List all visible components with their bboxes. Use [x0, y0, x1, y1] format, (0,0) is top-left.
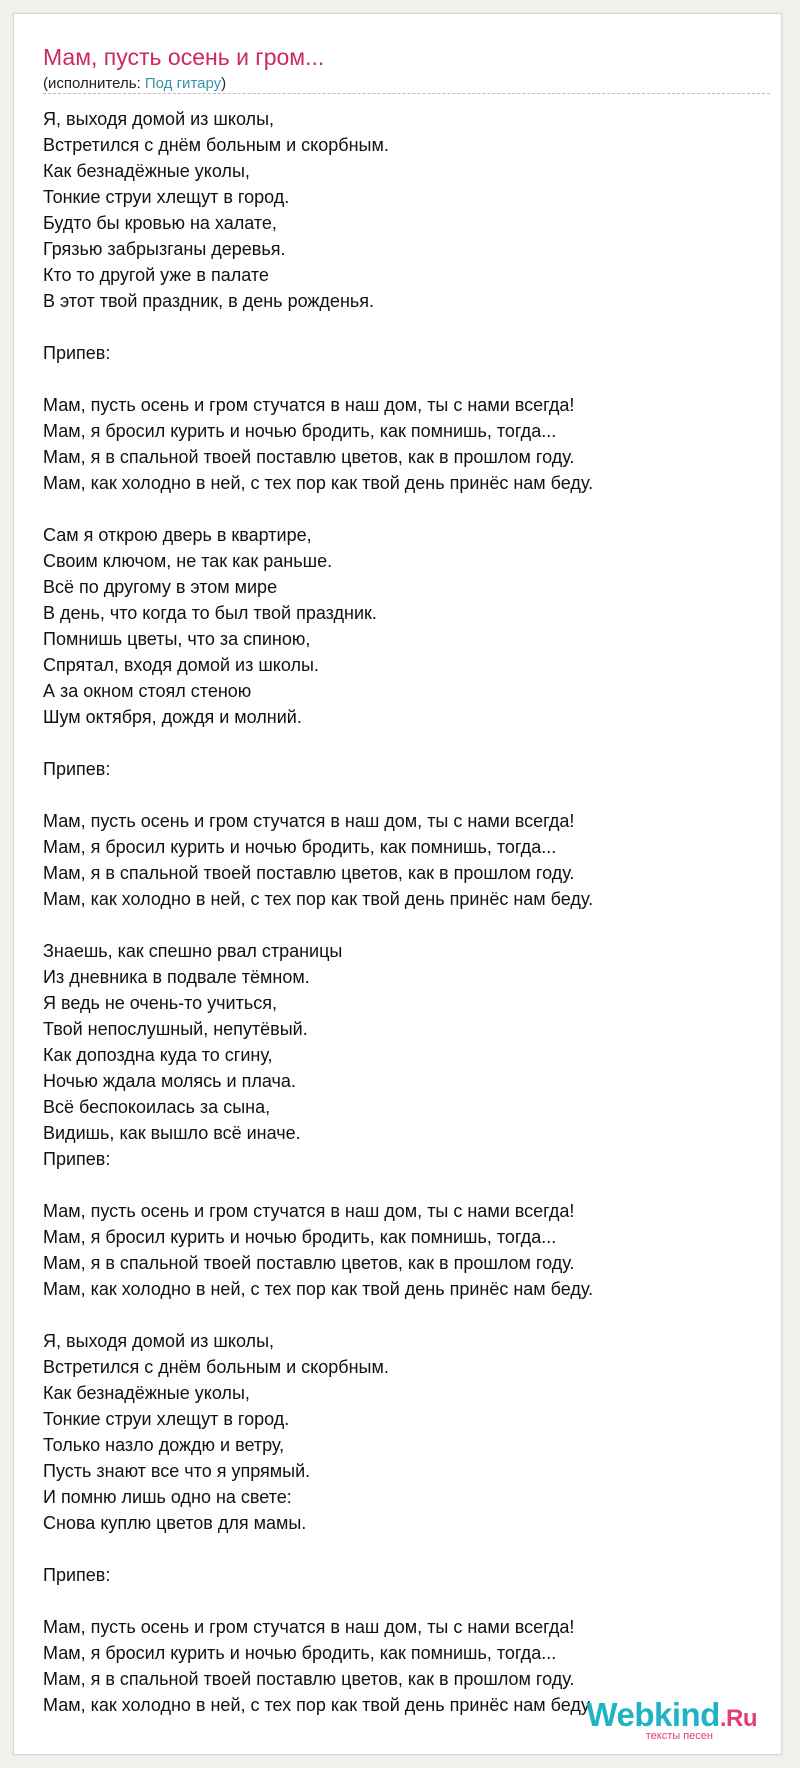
- lyrics-line: Я, выходя домой из школы,: [43, 109, 275, 129]
- lyrics-line: Как безнадёжные уколы,: [43, 161, 250, 181]
- lyrics-line: Пусть знают все что я упрямый.: [43, 1461, 311, 1481]
- lyrics-line: Спрятал, входя домой из школы.: [43, 655, 319, 675]
- lyrics-line: И помню лишь одно на свете:: [43, 1487, 292, 1507]
- lyrics-line: Мам, как холодно в ней, с тех пор как твой день принёс нам беду.: [43, 473, 594, 493]
- watermark-brand: Webkind: [586, 1696, 720, 1733]
- lyrics-line: В этот твой праздник, в день рожденья.: [43, 291, 375, 311]
- lyrics-line: Припев:: [43, 759, 111, 779]
- lyrics-line: Как безнадёжные уколы,: [43, 1383, 250, 1403]
- lyrics-line: Шум октября, дождя и молний.: [43, 707, 302, 727]
- lyrics-line: Мам, как холодно в ней, с тех пор как твой день принёс нам беду.: [43, 1279, 594, 1299]
- lyrics-line: Всё по другому в этом мире: [43, 577, 278, 597]
- lyrics-line: Тонкие струи хлещут в город.: [43, 1409, 290, 1429]
- lyrics-line: А за окном стоял стеною: [43, 681, 252, 701]
- lyrics-line: Видишь, как вышло всё иначе.: [43, 1123, 301, 1143]
- lyrics-line: Припев:: [43, 1565, 111, 1585]
- artist-suffix: ): [221, 75, 227, 92]
- lyrics-line: Припев:: [43, 1149, 111, 1169]
- lyrics-text: [43, 106, 773, 1718]
- lyrics-card: [13, 13, 782, 1755]
- lyrics-line: Мам, я бросил курить и ночью бродить, как помнишь, тогда...: [43, 1643, 557, 1663]
- lyrics-line: Грязью забрызганы деревья.: [43, 239, 286, 259]
- artist-line: [43, 75, 226, 92]
- lyrics-line: Только назло дождю и ветру,: [43, 1435, 285, 1455]
- lyrics-blank-line: [43, 1536, 773, 1562]
- lyrics-line: Кто то другой уже в палате: [43, 265, 269, 285]
- lyrics-line: Твой непослушный, непутёвый.: [43, 1019, 308, 1039]
- song-title: Мам, пусть осень и гром...: [43, 44, 325, 70]
- lyrics-line: Мам, как холодно в ней, с тех пор как твой день принёс нам беду.: [43, 889, 594, 909]
- lyrics-line: Мам, пусть осень и гром стучатся в наш дом, ты с нами всегда!: [43, 1201, 575, 1221]
- lyrics-line: Мам, я в спальной твоей поставлю цветов, как в прошлом году.: [43, 863, 575, 883]
- lyrics-line: Тонкие струи хлещут в город.: [43, 187, 290, 207]
- title-divider: [43, 93, 770, 94]
- lyrics-line: Мам, я бросил курить и ночью бродить, как помнишь, тогда...: [43, 837, 557, 857]
- lyrics-line: Помнишь цветы, что за спиною,: [43, 629, 311, 649]
- lyrics-line: Мам, я в спальной твоей поставлю цветов, как в прошлом году.: [43, 1253, 575, 1273]
- lyrics-line: Мам, как холодно в ней, с тех пор как твой день принёс нам беду.: [43, 1695, 594, 1715]
- watermark-tld: .Ru: [719, 1705, 757, 1732]
- lyrics-line: Своим ключом, не так как раньше.: [43, 551, 333, 571]
- lyrics-line: Мам, пусть осень и гром стучатся в наш дом, ты с нами всегда!: [43, 395, 575, 415]
- lyrics-blank-line: [43, 366, 773, 392]
- lyrics-line: Мам, я в спальной твоей поставлю цветов, как в прошлом году.: [43, 447, 575, 467]
- lyrics-line: Снова куплю цветов для мамы.: [43, 1513, 307, 1533]
- lyrics-line: В день, что когда то был твой праздник.: [43, 603, 377, 623]
- lyrics-line: Знаешь, как спешно рвал страницы: [43, 941, 343, 961]
- lyrics-line: Мам, пусть осень и гром стучатся в наш дом, ты с нами всегда!: [43, 811, 575, 831]
- lyrics-line: Мам, я бросил курить и ночью бродить, как помнишь, тогда...: [43, 1227, 557, 1247]
- site-watermark[interactable]: [586, 1698, 757, 1742]
- lyrics-blank-line: [43, 1302, 773, 1328]
- lyrics-blank-line: [43, 1172, 773, 1198]
- artist-prefix: (исполнитель:: [43, 75, 145, 92]
- lyrics-line: Сам я открою дверь в квартире,: [43, 525, 312, 545]
- lyrics-line: Я ведь не очень-то учиться,: [43, 993, 277, 1013]
- lyrics-line: Ночью ждала молясь и плача.: [43, 1071, 296, 1091]
- lyrics-line: Мам, пусть осень и гром стучатся в наш дом, ты с нами всегда!: [43, 1617, 575, 1637]
- lyrics-blank-line: [43, 912, 773, 938]
- lyrics-blank-line: [43, 782, 773, 808]
- lyrics-line: Припев:: [43, 343, 111, 363]
- lyrics-blank-line: [43, 314, 773, 340]
- lyrics-line: Я, выходя домой из школы,: [43, 1331, 275, 1351]
- watermark-tagline: тексты песен: [645, 1730, 713, 1742]
- lyrics-line: Встретился с днём больным и скорбным.: [43, 1357, 389, 1377]
- lyrics-line: Мам, я в спальной твоей поставлю цветов, как в прошлом году.: [43, 1669, 575, 1689]
- lyrics-blank-line: [43, 1588, 773, 1614]
- lyrics-line: Встретился с днём больным и скорбным.: [43, 135, 389, 155]
- lyrics-blank-line: [43, 496, 773, 522]
- lyrics-line: Всё беспокоилась за сына,: [43, 1097, 271, 1117]
- artist-link[interactable]: Под гитару: [144, 75, 222, 92]
- lyrics-line: Как допоздна куда то сгину,: [43, 1045, 273, 1065]
- lyrics-line: Будто бы кровью на халате,: [43, 213, 277, 233]
- lyrics-line: Из дневника в подвале тёмном.: [43, 967, 310, 987]
- lyrics-blank-line: [43, 730, 773, 756]
- lyrics-line: Мам, я бросил курить и ночью бродить, как помнишь, тогда...: [43, 421, 557, 441]
